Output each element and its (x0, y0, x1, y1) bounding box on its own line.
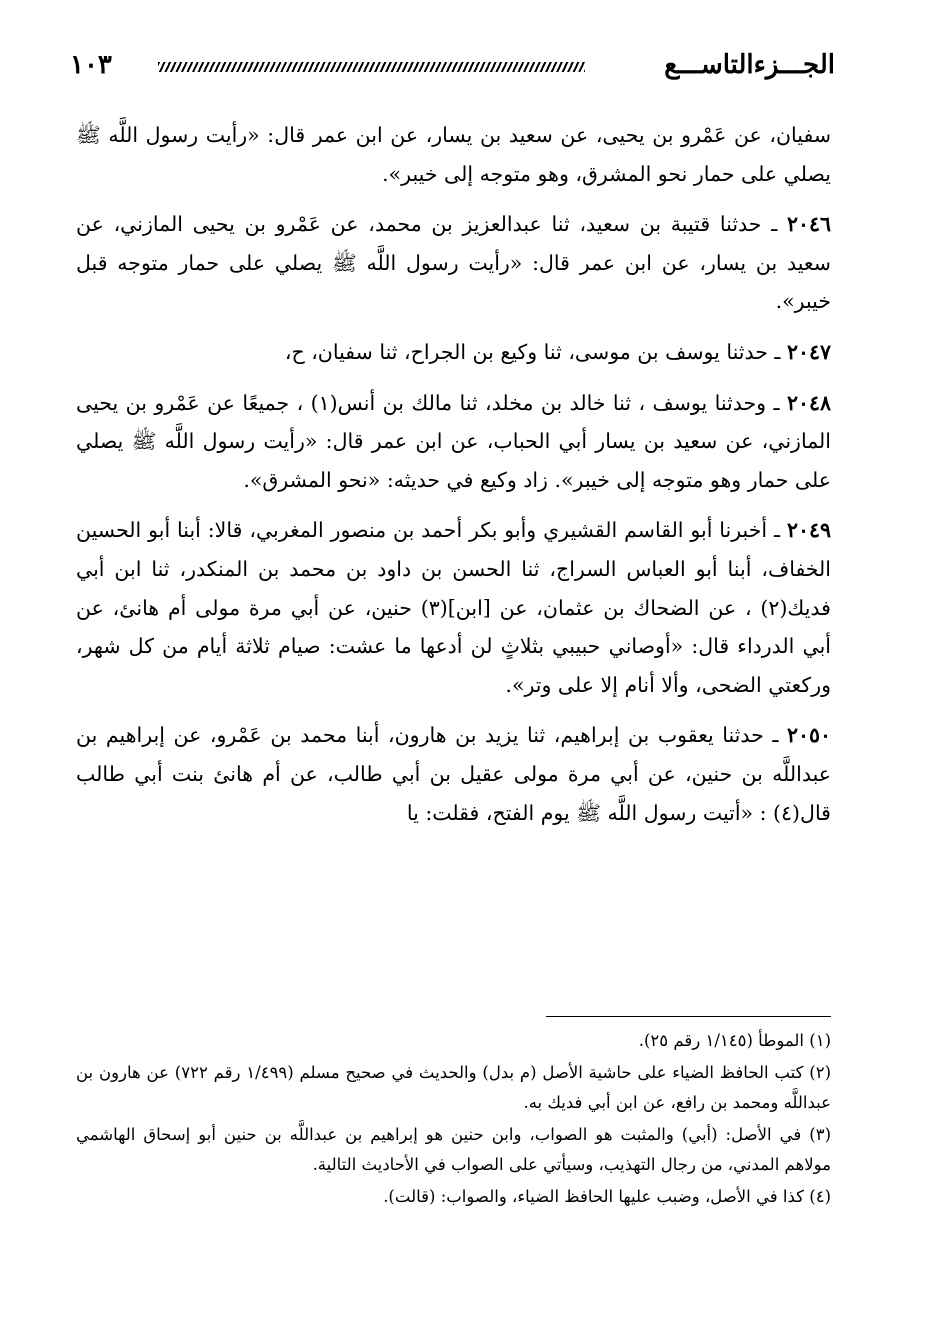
hadith-paragraph (76, 716, 831, 832)
paragraph-text: ـ وحدثنا يوسف ، ثنا خالد بن مخلد، ثنا مالك بن أنس(١) ، جميعًا عن عَمْرو بن يحيى المازني، عن سعيد بن يسار أبي الحباب، عن ابن عمر قال: «رأيت رسول اللَّه ﷺ يصلي على حمار وهو متوجه إلى خيبر». زاد وكيع في حديثه: «نحو المشرق». (76, 390, 831, 492)
hadith-paragraph (76, 511, 831, 704)
main-text (76, 116, 831, 844)
hadith-number: ٢٠٤٧ (786, 339, 831, 364)
paragraph (76, 116, 831, 193)
page-header (70, 42, 835, 92)
footnote-separator (546, 1016, 831, 1017)
header-hatched-rule (158, 62, 585, 72)
hadith-paragraph (76, 333, 831, 372)
footnote: (٣) في الأصل: (أبي) والمثبت هو الصواب، وابن حنين هو إبراهيم بن عبداللَّه بن حنين أبو إسحاق الهاشمي مولاهم المدني، من رجال التهذيب، وسيأتي على الصواب في الأحاديث التالية. (76, 1125, 831, 1174)
footnote: (٢) كتب الحافظ الضياء على حاشية الأصل (م بدل) والحديث في صحيح مسلم (١/٤٩٩ رقم ٧٢٢) عن هارون بن عبداللَّه ومحمد بن رافع، عن ابن أبي فديك به. (76, 1063, 831, 1112)
footnote: (١) الموطأ (١/١٤٥ رقم ٢٥). (638, 1031, 831, 1050)
part-title: الجـــزءالتاســـع (664, 50, 835, 80)
hadith-number: ٢٠٤٩ (786, 518, 831, 543)
paragraph-text: ـ حدثنا قتيبة بن سعيد، ثنا عبدالعزيز بن محمد، عن عَمْرو بن يحيى المازني، عن سعيد بن يسار، عن ابن عمر قال: «رأيت رسول اللَّه ﷺ يصلي على حمار متوجه قبل خيبر». (76, 212, 831, 314)
paragraph-text: سفيان، عن عَمْرو بن يحيى، عن سعيد بن يسار، عن ابن عمر قال: «رأيت رسول اللَّه ﷺ يصلي على حمار نحو المشرق، وهو متوجه إلى خيبر». (76, 123, 831, 186)
footnote-list (76, 1026, 831, 1214)
hadith-paragraph (76, 205, 831, 321)
paragraph-text: ـ حدثنا يوسف بن موسى، ثنا وكيع بن الجراح، ثنا سفيان، ح، (284, 339, 781, 364)
paragraph-text: ـ أخبرنا أبو القاسم القشيري وأبو بكر أحمد بن منصور المغربي، قالا: أبنا أبو الحسين الخفاف، أبنا أبو العباس السراج، ثنا الحسن بن داود بن محمد بن المنكدر، ثنا ابن أبي فديك(٢) ، عن الضحاك بن عثمان، عن [ابن](٣) حنين، عن أبي مرة مولى أم هانئ، عن أبي الدرداء قال: «أوصاني حبيبي بثلاثٍ لن أدعها ما عشت: صيام ثلاثة أيام من كل شهر، وركعتي الضحى، وألا أنام إلا على وتر». (76, 518, 831, 697)
paragraph-text: ـ حدثنا يعقوب بن إبراهيم، ثنا يزيد بن هارون، أبنا محمد بن عَمْرو، عن إبراهيم بن عبداللَّه بن حنين، عن أبي مرة مولى عقيل بن أبي طالب، عن أم هانئ بنت أبي طالب قال(٤) : «أتيت رسول اللَّه ﷺ يوم الفتح، فقلت: يا (76, 723, 831, 825)
hadith-number: ٢٠٤٦ (786, 212, 831, 237)
page-number: ١٠٣ (70, 50, 112, 80)
hadith-number: ٢٠٥٠ (786, 723, 831, 748)
footnote: (٤) كذا في الأصل، وضبب عليها الحافظ الضياء، والصواب: (قالت). (383, 1187, 831, 1206)
hadith-paragraph (76, 384, 831, 500)
hadith-number: ٢٠٤٨ (786, 390, 831, 415)
